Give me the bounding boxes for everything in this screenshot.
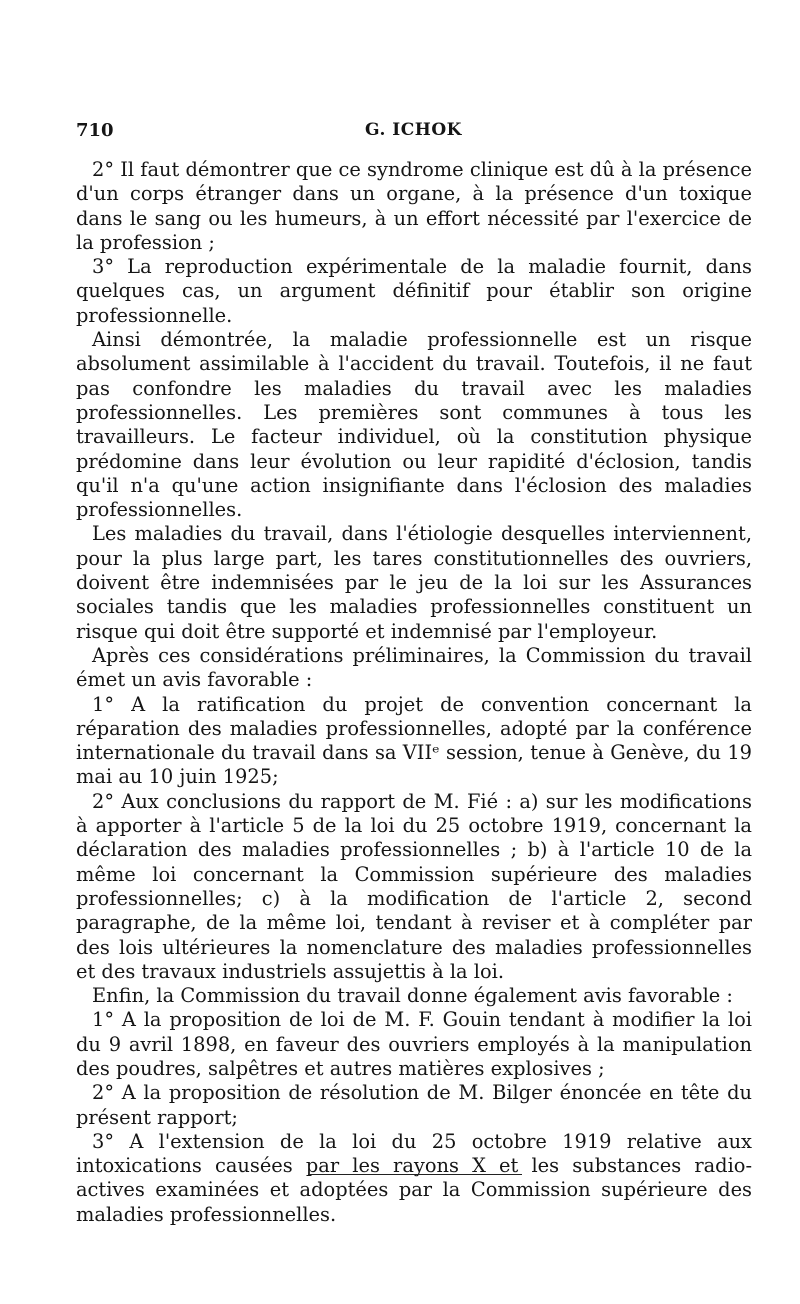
paragraph-condition-2: 2° Il faut démontrer que ce syndrome clinique est dû à la présence d'un corps étranger dans un organe, à la présence d'un toxique dans le sang ou les humeurs, à un effort nécessité par l'exercice de la profession ;: [76, 158, 752, 254]
paragraph-item-ratification: 1° A la ratification du projet de convention concernant la réparation des maladies professionnelles, adopté par la conférence internationale du travail dans sa VIIᵉ session, tenue à Genève, du 19 mai au 10 juin 1925;: [76, 692, 752, 789]
paragraph-commission-opinion: Après ces considérations préliminaires, la Commission du travail émet un avis favorable :: [76, 643, 752, 692]
footer-rule: [308, 1174, 522, 1175]
paragraph-item-gouin-proposal: 1° A la proposition de loi de M. F. Gouin tendant à modifier la loi du 9 avril 1898, en faveur des ouvriers employés à la manipulation des poudres, salpêtres et autres matières explosives ;: [76, 1008, 752, 1080]
page-header: [76, 120, 751, 148]
body-text: [76, 158, 752, 1227]
paragraph-additional-opinion: Enfin, la Commission du travail donne également avis favorable :: [92, 984, 733, 1008]
paragraph-condition-3: 3° La reproduction expérimentale de la maladie fournit, dans quelques cas, un argument définitif pour établir son origine professionnelle.: [76, 255, 752, 327]
running-head: G. ICHOK: [365, 120, 462, 140]
page-number: 710: [76, 120, 114, 141]
paragraph-item-conclusions: 2° Aux conclusions du rapport de M. Fié : a) sur les modifications à apporter à l'article 5 de la loi du 25 octobre 1919, concernant la déclaration des maladies professionnelles ; b) à l'article 10 de la même loi concernant la Commission supérieure des maladies professionnelles; c) à la modification de l'article 2, second paragraphe, de la même loi, tendant à reviser et à compléter par des lois ultérieures la nomenclature des maladies professionnelles et des travaux industriels assujettis à la loi.: [76, 789, 752, 983]
paragraph-item-bilger-resolution: 2° A la proposition de résolution de M. Bilger énoncée en tête du présent rapport;: [76, 1081, 752, 1129]
paragraph-work-diseases: Les maladies du travail, dans l'étiologie desquelles interviennent, pour la plus large part, les tares constitutionnelles des ouvriers, doivent être indemnisées par le jeu de la loi sur les Assurances sociales tandis que les maladies professionnelles constituent un risque qui doit être supporté et indemnisé par l'employeur.: [76, 522, 752, 643]
paragraph-item-extension: 3° A l'extension de la loi du 25 octobre 1919 relative aux intoxications causées par les rayons X et les substances radio-actives examinées et adoptées par la Commission supérieure des maladies professionnelles.: [76, 1129, 752, 1226]
paragraph-definition: Ainsi démontrée, la maladie professionnelle est un risque absolument assimilable à l'accident du travail. Toutefois, il ne faut pas confondre les maladies du travail avec les maladies professionnelles. Les premières sont communes à tous les travailleurs. Le facteur individuel, où la constitution physique prédomine dans leur évolution ou leur rapidité d'éclosion, tandis qu'il n'a qu'une action insignifiante dans l'éclosion des maladies professionnelles.: [76, 328, 752, 522]
